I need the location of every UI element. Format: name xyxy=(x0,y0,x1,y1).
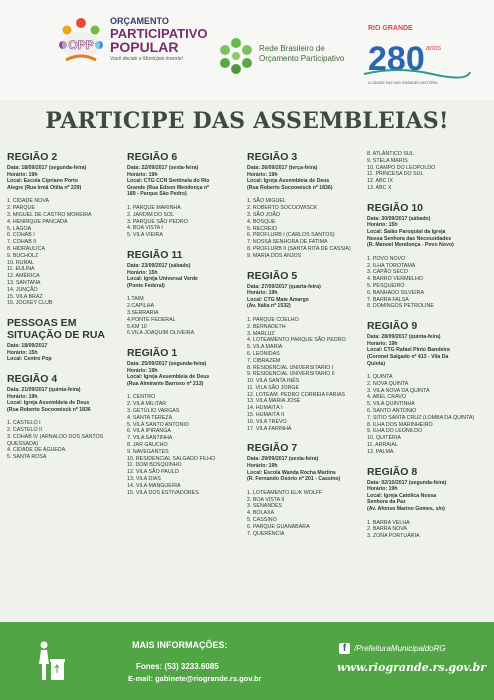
region-info-line: Horário: 19h xyxy=(367,340,398,347)
header xyxy=(0,0,494,100)
opp-slogan: Você decide o Município investe! xyxy=(110,56,183,62)
list-item: 6. LEONIDAS xyxy=(247,350,280,357)
rio-grande-logo xyxy=(362,22,472,90)
rg-sub: anos xyxy=(426,45,442,52)
region-info xyxy=(367,480,485,513)
list-item: 9. RESIDENCIAL UNIVERSITARIO II xyxy=(247,371,335,378)
list-item: 8. ATLÂNTICO SUL xyxy=(367,151,414,157)
list-item: 12. PALMA xyxy=(367,448,394,455)
list-item: 11. PRINCESA DO SUL xyxy=(367,171,424,178)
region-info xyxy=(247,284,362,310)
list-item: 13. VILA MARIA JOSÉ xyxy=(247,398,301,405)
region-info-line: Data: 18/09/2017 (segunda-feira) xyxy=(7,165,87,171)
facebook-link[interactable]: /PrefeituraMunicipaldoRG xyxy=(354,644,446,653)
neighborhood-list xyxy=(127,394,244,496)
region-title: REGIÃO 9 xyxy=(367,320,418,333)
neighborhood-list xyxy=(247,198,362,259)
list-item: 12. AMÉRICA xyxy=(7,273,40,280)
region-info xyxy=(7,165,122,191)
list-item: 4. BOLAXA xyxy=(247,510,275,517)
region-info-line: Data: 25/09/2017 (segunda-feira) xyxy=(127,361,207,368)
list-item: 3. VILA NOVA DA QUINTA xyxy=(367,387,430,394)
list-item: 5. PESQUEIRO xyxy=(367,282,405,289)
region-info-line: Local: Salão Paroquial da Igreja xyxy=(367,228,446,235)
neighborhood-list xyxy=(247,317,362,433)
list-item: 10. QUITÉRIA xyxy=(367,435,401,442)
list-item: 3. COHAB IV (ARNALDO DOS SANTOS QUESSADA) xyxy=(7,433,104,447)
list-item: 5. LAGOA xyxy=(7,225,32,232)
region-info xyxy=(247,165,362,191)
list-item: 2. BARRA NOVA xyxy=(367,526,407,533)
region-block xyxy=(7,151,122,307)
list-item: 11. DOM BOSQUINHO xyxy=(127,462,182,469)
region-info xyxy=(7,343,122,363)
list-item: 1. CASTELO I xyxy=(7,420,41,427)
list-item: 8. RESIDENCIAL UNIVERSITARIO I xyxy=(247,364,334,371)
list-item: 7. CIBRAZEM xyxy=(247,357,281,364)
rede-line2: Orçamento Participativo xyxy=(259,54,345,63)
region-info xyxy=(7,387,122,413)
list-item: 14. HUMAITÁ I xyxy=(247,405,283,412)
region-title: REGIÃO 10 xyxy=(367,201,424,214)
list-item: 1. SÃO MIGUEL xyxy=(247,198,286,205)
region-block xyxy=(127,347,244,496)
list-item: 3. SENANDES xyxy=(247,503,283,510)
list-item: 7. COHAB II xyxy=(7,239,37,246)
region-info-line: Local: Igreja Assembleia de Deus xyxy=(247,178,330,185)
list-item: 6. COHAB I xyxy=(7,232,35,239)
region-info-line: Local: Igreja Assembleia de Deus xyxy=(127,374,210,381)
list-item: 15. HUMAITÁ II xyxy=(247,412,285,419)
list-item: 3. ZONA PORTUÁRIA xyxy=(367,533,420,540)
region-title: REGIÃO 4 xyxy=(7,372,58,385)
opp-line2: PARTICIPATIVO xyxy=(110,26,208,41)
list-item: 13. SANTANA xyxy=(7,279,41,286)
region-info-line: Local: Igreja Católica Nossa xyxy=(367,492,437,499)
list-item: 4.PONTE FEDERAL xyxy=(127,316,176,323)
region-info-line: (R. Manoel Mendonça - Povo Novo) xyxy=(367,242,454,249)
rg-number: 280 xyxy=(368,40,425,78)
region-block xyxy=(367,320,485,456)
email-link[interactable]: E-mail: gabinete@riogrande.rs.gov.br xyxy=(128,674,262,683)
list-item: 1. CENTRO xyxy=(127,394,156,401)
region-info-line: Horário: 19h xyxy=(247,463,278,470)
region-info-line: Data: 26/09/2017 (terça-feira) xyxy=(247,165,318,171)
list-item: 9. BUCHOLZ xyxy=(7,252,39,259)
list-item: 10. CAMPO DO LEOPOLDO xyxy=(367,164,436,171)
neighborhood-list xyxy=(247,490,362,538)
region-info-line: Data: 29/09/2017 (sexta-feira) xyxy=(247,456,319,463)
list-item: 8. JAR GAUCHO xyxy=(127,442,168,449)
list-item: 1. CIDADE NOVA xyxy=(7,198,49,205)
list-item: 4. BOA VISTA I xyxy=(127,225,163,232)
list-item: 1. BARRA VELHA xyxy=(367,519,410,526)
region-info-line: Data: 21/09/2017 (quinta-feira) xyxy=(7,386,81,393)
list-item: 15. VILA BRAZ xyxy=(7,293,43,300)
region-info-line: Horário: 19h xyxy=(367,486,398,493)
list-item: 6. PROFLURB I (CARLOS SANTOS) xyxy=(247,232,335,239)
list-item: 14. JUNÇÃO xyxy=(7,286,38,293)
list-item: 3. CAPÃO SECO xyxy=(367,269,408,276)
neighborhood-list xyxy=(7,420,122,461)
opp-line3: POPULAR xyxy=(110,39,179,55)
neighborhood-list xyxy=(7,198,122,307)
rede-line1: Rede Brasileiro de xyxy=(259,44,325,53)
list-item: 5. VILA VIEIRA xyxy=(127,232,163,239)
region-block xyxy=(127,249,244,337)
region-title: REGIÃO 1 xyxy=(127,347,178,360)
list-item: 5. VILA MARIA xyxy=(247,344,283,351)
region-title: REGIÃO 2 xyxy=(7,151,58,163)
region-info-line: Alegre (Rua Irmã Otília nº 229) xyxy=(7,184,82,191)
list-item: 1. PARQUE MARINHA xyxy=(127,204,181,211)
list-item: 11. VILA SÃO JORGE xyxy=(247,384,300,391)
rg-bottom: A CIDADE FAZ DAS GRANDES HISTÓRIA xyxy=(368,81,438,85)
region-info-line: Horário: 19h xyxy=(127,367,158,374)
list-item: 7. SITIO SANTA CRUZ (LOMBA DA QUINTA) xyxy=(367,414,475,421)
region-block xyxy=(247,151,362,260)
region-info xyxy=(367,216,485,249)
list-item: 5. SANTA ROSA xyxy=(7,454,47,461)
list-item: 7. VILA SANTINHA xyxy=(127,435,173,442)
region-info-line: Data: 27/09/2017 (quarta-feira) xyxy=(247,283,321,290)
region-title: REGIÃO 6 xyxy=(127,151,178,163)
list-item: 16. JOCKEY CLUB xyxy=(7,300,53,307)
list-item: 2. BOA VISTA II xyxy=(247,496,285,503)
region-block xyxy=(127,151,244,239)
region-info-line: Local: CTG CCN Sentinela do Rio xyxy=(127,178,210,185)
region-block xyxy=(7,373,122,461)
opp-badge-text: OPP xyxy=(68,38,94,52)
region-info-line: Horário: 19h xyxy=(127,171,158,178)
neighborhood-list xyxy=(367,256,485,310)
list-item: 9. STELA MARIS xyxy=(367,157,408,164)
facebook-icon[interactable]: f xyxy=(339,643,350,654)
list-item: 7. NOSSA SENHORA DE FATIMA xyxy=(247,239,328,246)
region-info-line: Local: Centro Pop xyxy=(7,356,52,363)
region-info-line: (R. Fernando Osório nº 201 - Cassino) xyxy=(247,476,341,483)
list-item: 12. ABC IX xyxy=(367,178,393,185)
region-info-line: Horário: 19h xyxy=(247,290,278,297)
list-item: 6. PARQUE GUANABARA xyxy=(247,523,310,530)
region-info-line: Data: 23/09/2017 (sábado) xyxy=(127,262,191,269)
more-info-label: MAIS INFORMAÇÕES: xyxy=(132,640,228,650)
list-item: 7. QUERÊNCIA xyxy=(247,530,285,537)
region-info-line: (Av. Itália nº 1532) xyxy=(247,303,291,310)
region-title: PESSOAS EM SITUAÇÃO DE RUA xyxy=(7,317,106,342)
neighborhood-list xyxy=(367,374,485,456)
list-item: 10. VILA SANTA INÊS xyxy=(247,378,300,385)
opp-line1: ORÇAMENTO xyxy=(110,16,169,26)
neighborhood-list xyxy=(127,296,244,337)
list-item: 4. BARRO VERMELHO xyxy=(367,276,423,283)
region-info-line: Local: Igreja Assembleia de Deus xyxy=(7,400,90,407)
region-info-line: Data: 22/09/2017 (sexta-feira) xyxy=(127,165,199,171)
rede-logo-icon xyxy=(216,36,256,76)
list-item: 3. MIGUEL DE CASTRO MOREIRA xyxy=(7,211,92,218)
list-item: 4. ABEL CRAVO xyxy=(367,394,406,401)
list-item: 1. LOTEAMENTO ELIK WOLFF xyxy=(247,489,323,496)
region-info-line: Data: 02/10/2017 (segunda-feira) xyxy=(367,479,447,486)
list-item: 8. HIDRAULICA xyxy=(7,245,45,252)
region-info-line: Horário: 19h xyxy=(247,171,278,178)
list-item: 2. ROBERTO SOCOOWISCK xyxy=(247,205,318,212)
region-block xyxy=(247,270,362,433)
list-item: 11. ARRAIAL xyxy=(367,442,398,449)
list-item: 1. POVO NOVO xyxy=(367,255,406,262)
list-item: 5. VILA SANTO ANTONIO xyxy=(127,421,189,428)
list-item: 1. QUINTA xyxy=(367,374,393,381)
list-item: 17. VILA FARINHA xyxy=(247,425,292,432)
region-info xyxy=(127,165,244,198)
region-column xyxy=(7,151,122,471)
page-title: PARTICIPE DAS ASSEMBLEIAS! xyxy=(45,108,449,134)
list-item: 1. PARQUE COELHO xyxy=(247,316,299,323)
region-title: REGIÃO 11 xyxy=(127,248,183,261)
region-title: REGIÃO 5 xyxy=(247,269,298,282)
region-block xyxy=(367,466,485,540)
list-item: 5. CASSINO xyxy=(247,517,277,524)
list-item: 8. PROFLURB II (SANTA RITA DE CASSIA) xyxy=(247,245,351,252)
region-column xyxy=(247,151,362,547)
region-info-line: Data: 30/09/2017 (sábado) xyxy=(367,215,431,222)
region-info-line: Senhora da Paz xyxy=(367,499,406,506)
list-item: 9. MARIA DOS ANJOS xyxy=(247,252,302,259)
list-item: 2. BERNADETH xyxy=(247,323,286,330)
region-info-line: (Rua Almirante Barroso nº 213) xyxy=(127,380,204,387)
region-info-line: Local: CTG Mate Amargo xyxy=(247,296,309,303)
trash-bin-icon xyxy=(36,640,66,682)
list-item: 6.VILA JOAQUIM OLIVEIRA xyxy=(127,330,195,337)
contact-info xyxy=(128,640,268,683)
region-info-line: Local: Igreja Universal Verde xyxy=(127,276,198,283)
region-info-line: Horário: 15h xyxy=(127,269,158,276)
list-item: 3. GETÚLIO VARGAS xyxy=(127,408,180,415)
opp-text xyxy=(110,16,220,62)
region-info xyxy=(127,263,244,289)
region-info-line: Horário: 15h xyxy=(7,349,38,356)
list-item: 9. ILHA DO LEONILDO xyxy=(367,428,423,435)
list-item: 14. VILA MANGUEIRA xyxy=(127,482,181,489)
list-item: 8. ILHA DOS MARINHEIRO xyxy=(367,421,433,428)
list-item: 2. NOVA QUINTA xyxy=(367,380,409,387)
list-item: 2. JARDIM DO SOL xyxy=(127,211,175,218)
region-info xyxy=(127,361,244,387)
region-info-line: Nossa Senhora das Necessidades xyxy=(367,235,452,242)
region-info-line: Local: Escola Wanda Rocha Martins xyxy=(247,469,336,476)
list-item: 4. SANTA TEREZA xyxy=(127,414,173,421)
region-info-line: Data: 18/09/2017 xyxy=(7,343,48,350)
list-item: 2. ILHA TOROTAMA xyxy=(367,262,416,269)
list-item: 12. LOTEAM. PEDRO CORREIA FARIAS xyxy=(247,391,346,398)
list-item: 3. PARQUE SÃO PEDRO xyxy=(127,218,188,225)
list-item: 3.SERRARIA xyxy=(127,309,159,316)
list-item: 4. CIDADE DE AGUEDA xyxy=(7,447,66,454)
list-item: 4. LOTEAMENTO PARQUE SÃO PEDRO xyxy=(247,337,346,344)
region-block xyxy=(367,151,485,192)
list-item: 2. VILA MILITAR xyxy=(127,401,167,408)
region-title: REGIÃO 7 xyxy=(247,442,298,455)
website-link[interactable]: www.riogrande.rs.gov.br xyxy=(337,661,487,674)
list-item: 11. EULINA xyxy=(7,266,35,273)
list-item: 6. BANHADO SILVEIRA xyxy=(367,289,425,296)
neighborhood-list xyxy=(127,205,244,239)
list-item: 2. CASTELO II xyxy=(7,427,43,434)
list-item: 5.KM 10 xyxy=(127,323,147,330)
list-item: 9. NAVEGANTES xyxy=(127,448,169,455)
region-block xyxy=(247,442,362,537)
phone-text: Fones: (53) 3233.6085 xyxy=(136,662,219,671)
list-item: 13. ABC X xyxy=(367,184,392,191)
list-item: 13. VILA DIAS xyxy=(127,476,161,483)
list-item: 8. DOMINGOS PETROLINE xyxy=(367,303,434,310)
region-info-line: Data: 28/09/2017 (quinta-feira) xyxy=(367,334,441,341)
region-info-line: (Av. Afonso Marino Gomes, s/n) xyxy=(367,506,445,513)
list-item: 16. VILA TREVO xyxy=(247,418,287,425)
rg-top: RIO GRANDE xyxy=(368,25,413,32)
region-column xyxy=(127,151,244,506)
region-info-line: 189 - Parque São Pedro) xyxy=(127,191,187,198)
region-info-line: Local: CTG Rafael Pinto Bandeira xyxy=(367,347,450,354)
region-info-line: Grande (Rua Edson Mendonça nº xyxy=(127,184,210,191)
region-info-line: (Ponte Federal) xyxy=(127,282,165,289)
list-item: 3. MARLUZ xyxy=(247,330,275,337)
neighborhood-list xyxy=(367,520,485,540)
region-block xyxy=(367,202,485,310)
opp-logo xyxy=(56,14,106,66)
region-info-line: Horário: 19h xyxy=(7,393,38,400)
region-title: REGIÃO 8 xyxy=(367,465,418,478)
neighborhood-list xyxy=(367,151,485,192)
list-item: 2.CAPILHA xyxy=(127,303,155,310)
region-info-line: Horário: 15h xyxy=(367,222,398,229)
list-item: 4. BOSQUE xyxy=(247,218,276,225)
list-item: 7. BARRA FALSA xyxy=(367,296,409,303)
region-block xyxy=(7,317,122,363)
list-item: 10. RESIDENCIAL SALGADO FILHO xyxy=(127,455,216,462)
region-title: REGIÃO 3 xyxy=(247,151,298,163)
region-info xyxy=(247,456,362,482)
region-column xyxy=(367,151,485,550)
list-item: 2. PARQUE xyxy=(7,205,35,212)
list-item: 4. HENRIQUE PANCADA xyxy=(7,218,68,225)
region-info xyxy=(367,334,485,367)
region-info-line: (Rua Roberto Socoowisck nº 1836 xyxy=(7,406,91,413)
region-info-line: Horário: 19h xyxy=(7,171,38,178)
region-info-line: (Rua Roberto Socoowisck nº 1836) xyxy=(247,184,333,191)
region-info-line: Quinta) xyxy=(367,360,386,367)
region-info-line: (Coronel Salgado nº 413 - Vila Da xyxy=(367,353,449,360)
region-info-line: Local: Escola Cipriano Porto xyxy=(7,178,78,185)
list-item: 5. RECREIO xyxy=(247,225,278,232)
list-item: 15. VILA DOS ESTIVADORES xyxy=(127,489,199,496)
list-item: 3. SÃO JOÃO xyxy=(247,211,280,218)
rede-text xyxy=(259,44,369,64)
list-item: 10. RURAL xyxy=(7,259,34,266)
list-item: 6. VILA IPIRANGA xyxy=(127,428,171,435)
list-item: 5. VILA QUINTINHA xyxy=(367,401,415,408)
list-item: 1.TAIM xyxy=(127,296,144,303)
list-item: 6. SANTO ANTONIO xyxy=(367,408,417,415)
list-item: 12. VILA SÃO PAULO xyxy=(127,469,179,476)
